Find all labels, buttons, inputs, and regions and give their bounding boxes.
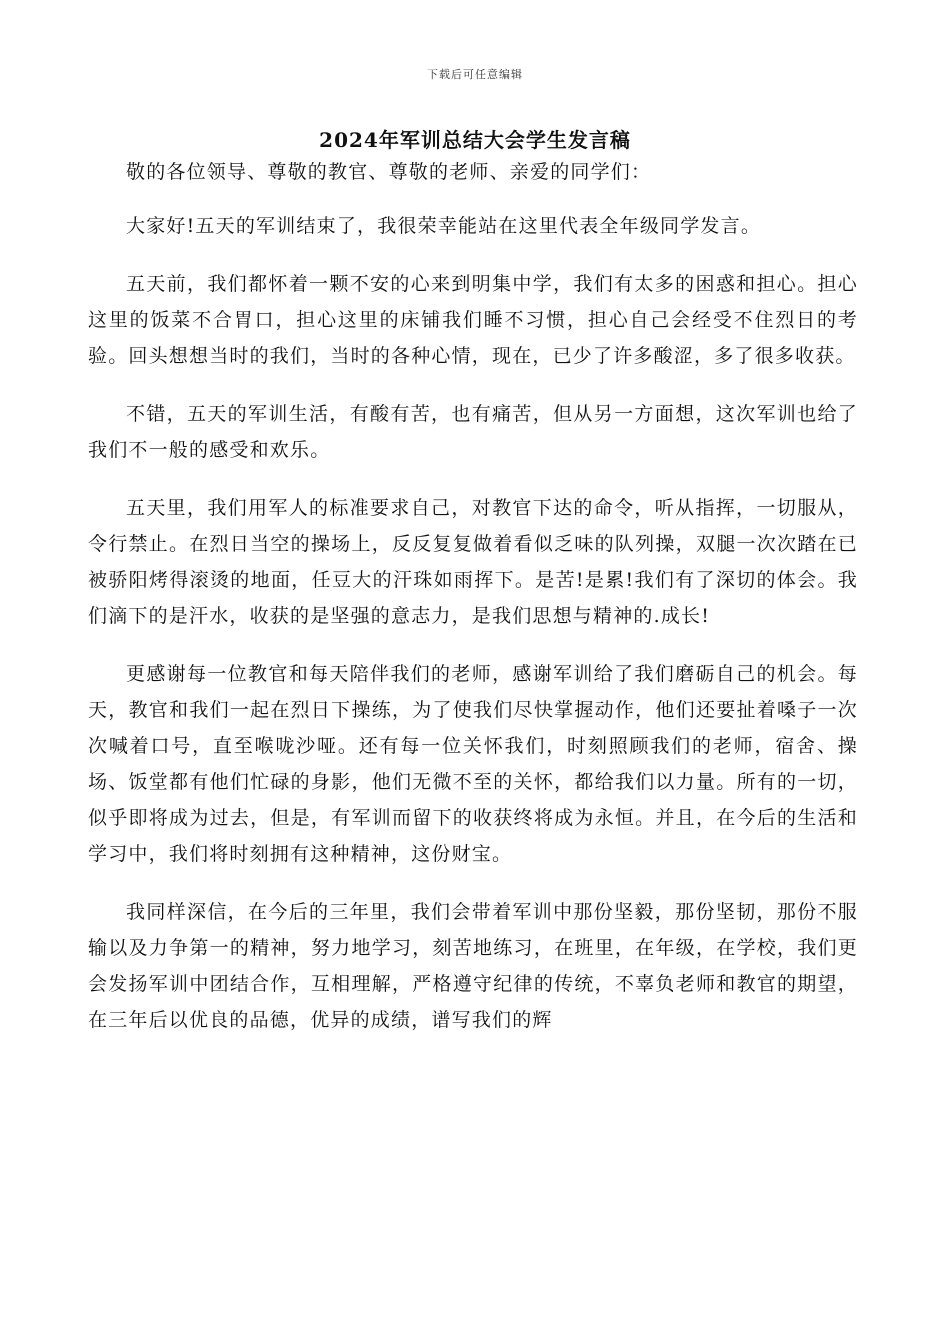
greeting-paragraph: 大家好!五天的军训结束了，我很荣幸能站在这里代表全年级同学发言。 bbox=[126, 215, 762, 237]
salutation-paragraph: 敬的各位领导、尊敬的教官、尊敬的老师、亲爱的同学们： bbox=[126, 161, 652, 183]
header-note: 下载后可任意编辑 bbox=[427, 68, 523, 81]
body-paragraph: 我同样深信，在今后的三年里，我们会带着军训中那份坚毅，那份坚韧，那份不服输以及力争第一的精神，努力地学习，刻苦地练习，在班里，在年级，在学校，我们更会发扬军训中团结合作，互相理解，严格遵守纪律的传统，不辜负老师和教官的期望，在三年后以优良的品德，优异的成绩，谱写我们的辉 bbox=[88, 901, 858, 1031]
document-title: 2024年军训总结大会学生发言稿 bbox=[319, 128, 631, 152]
body-paragraph: 更感谢每一位教官和每天陪伴我们的老师，感谢军训给了我们磨砺自己的机会。每天，教官和我们一起在烈日下操练，为了使我们尽快掌握动作，他们还要扯着嗓子一次次喊着口号，直至喉咙沙哑。还有每一位关怀我们，时刻照顾我们的老师，宿舍、操场、饭堂都有他们忙碌的身影，他们无微不至的关怀，都给我们以力量。所有的一切，似乎即将成为过去，但是，有军训而留下的收获终将成为永恒。并且，在今后的生活和学习中，我们将时刻拥有这种精神，这份财宝。 bbox=[88, 663, 858, 865]
body-paragraph: 五天前，我们都怀着一颗不安的心来到明集中学，我们有太多的困惑和担心。担心这里的饭菜不合胃口，担心这里的床铺我们睡不习惯，担心自己会经受不住烈日的考验。回头想想当时的我们，当时的各种心情，现在，已少了许多酸涩，多了很多收获。 bbox=[88, 273, 858, 367]
document-body bbox=[88, 154, 858, 1060]
body-paragraph: 五天里，我们用军人的标准要求自己，对教官下达的命令，听从指挥，一切服从，令行禁止。在烈日当空的操场上，反反复复做着看似乏味的队列操，双腿一次次踏在已被骄阳烤得滚烫的地面，任豆大的汗珠如雨挥下。是苦!是累!我们有了深切的体会。我们滴下的是汗水，收获的是坚强的意志力，是我们思想与精神的.成长! bbox=[88, 497, 858, 627]
body-paragraph: 不错，五天的军训生活，有酸有苦，也有痛苦，但从另一方面想，这次军训也给了我们不一般的感受和欢乐。 bbox=[88, 403, 858, 461]
